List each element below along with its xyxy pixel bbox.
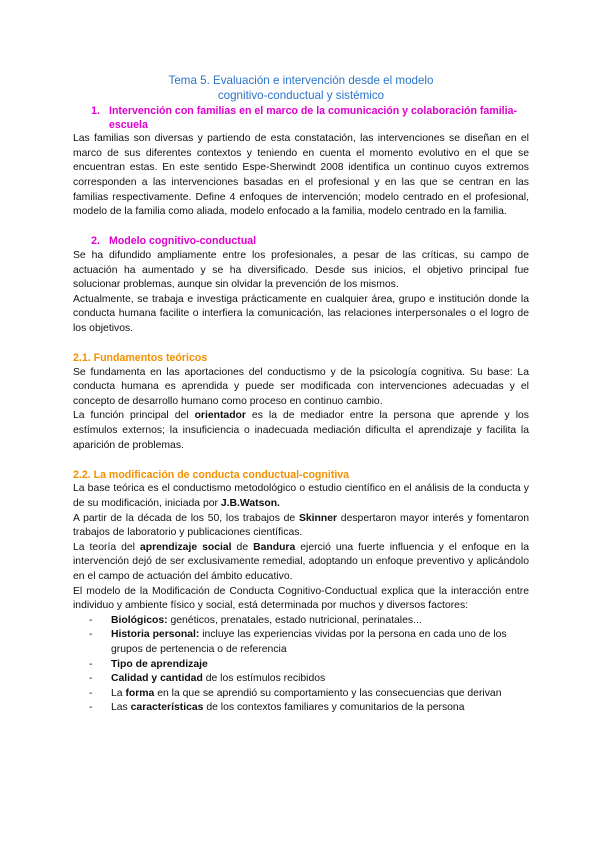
factors-list — [73, 614, 529, 716]
section-2-number: 2. — [91, 235, 100, 248]
document-title — [73, 73, 529, 103]
list-item-bold: Tipo de aprendizaje — [111, 658, 208, 670]
list-item — [73, 672, 529, 687]
text-segment: de — [231, 541, 254, 553]
section-2-paragraph-1: Se ha difundido ampliamente entre los profesionales, a pesar de las críticas, su campo de actuación ha aumentado y se ha diversificado. Desde sus inicios, el objetivo principal fue solucionar problemas, aunque sin olvidar la prevención de los mismos. — [73, 249, 529, 291]
text-segment: es la de mediador entre la persona que aprende y los estímulos externos; la insuficiencia o inadecuada mediación dificulta el aprendizaje y facilita la aparición de problemas. — [73, 410, 529, 451]
bold-term-orientador: orientador — [194, 410, 246, 422]
list-item — [73, 658, 529, 673]
list-dash: - — [89, 673, 93, 685]
list-item-prefix: Las — [111, 702, 131, 714]
section-2-heading — [73, 235, 529, 249]
section-2-paragraph-2: Actualmente, se trabaja e investiga prácticamente en cualquier área, grupo e institución donde la conducta humana facilite o interfiera la comunicación, las relaciones interpersonales o el logro de los objetivos. — [73, 293, 529, 334]
section-2-2-paragraph-1 — [73, 482, 529, 511]
list-dash: - — [89, 658, 93, 670]
list-item — [73, 701, 529, 716]
section-1-heading — [73, 105, 529, 132]
list-dash: - — [89, 614, 93, 626]
text-segment: A partir de la década de los 50, los trabajos de — [73, 512, 299, 524]
section-2-2-paragraph-3 — [73, 541, 529, 585]
title-line-2: cognitivo-conductual y sistémico — [217, 89, 385, 102]
text-segment: ejerció una fuerte influencia y el enfoque en la intervención dejó de ser exclusivamente remedial, adoptando un enfoque preventivo y aplicándolo en el campo de actuación del ámbito educativo. — [73, 541, 529, 582]
text-segment: La función principal del — [73, 410, 195, 422]
text-segment: La base teórica es el conductismo metodológico o estudio científico en el análisis de la conducta y de su modificación, iniciada por — [73, 483, 529, 510]
list-item-bold: Historia personal: — [111, 629, 200, 641]
list-item-text: de los contextos familiares y comunitarios de la persona — [203, 702, 465, 714]
section-2-1-paragraph-1: Se fundamenta en las aportaciones del conductismo y de la psicología cognitiva. Su base: La conducta humana es aprendida y puede ser modificada con intervenciones adecuadas y el concepto de desarrollo humano como proceso en continuo cambio. — [73, 366, 529, 407]
text-segment: despertaron mayor interés y fomentaron trabajos de laboratorio y publicaciones científicas. — [73, 512, 529, 539]
list-item — [73, 614, 529, 629]
list-item-bold: Biológicos: — [111, 614, 168, 626]
title-line-1: Tema 5. Evaluación e intervención desde el modelo — [168, 74, 434, 87]
list-item — [73, 687, 529, 702]
section-2-2-paragraph-4: El modelo de la Modificación de Conducta Cognitivo-Conductual explica que la interacción entre individuo y ambiente físico y social, está determinada por muchos y diversos factores: — [73, 585, 529, 612]
document-page — [73, 73, 529, 716]
list-item — [73, 628, 529, 657]
section-2-2-heading: 2.2. La modificación de conducta conductual-cognitiva — [73, 468, 350, 481]
bold-term-skinner: Skinner — [298, 512, 338, 524]
list-item-prefix: La — [111, 687, 126, 699]
bold-term-bandura: Bandura — [253, 541, 296, 553]
section-2-title: Modelo cognitivo-conductual — [109, 235, 257, 248]
list-item-bold: características — [130, 702, 204, 714]
bold-term-aprendizaje-social: aprendizaje social — [139, 541, 232, 553]
section-2-2-paragraph-2 — [73, 512, 529, 541]
section-2-1-paragraph-2 — [73, 409, 529, 453]
list-item-text: en la que se aprendió su comportamiento y las consecuencias que derivan — [154, 687, 502, 699]
text-segment: La teoría del — [73, 541, 140, 553]
list-item-text: genéticos, prenatales, estado nutricional, perinatales... — [167, 614, 422, 626]
list-dash: - — [89, 687, 93, 699]
list-item-bold: Calidad y cantidad — [111, 673, 203, 685]
list-item-text: de los estímulos recibidos — [202, 673, 326, 685]
list-item-bold: forma — [125, 687, 155, 699]
section-2-1-heading: 2.1. Fundamentos teóricos — [73, 352, 208, 365]
section-1-paragraph: Las familias son diversas y partiendo de esta constatación, las intervenciones se diseñan en el marco de sus diferentes contextos y teniendo en cuenta el momento evolutivo en el que se encuentran estas. En este sentido Espe-Sherwindt 2008 identifica un continuo cuyos extremos corresponden a las intervenciones basadas en el profesional y en las que se centran en las familias respectivamente. Define 4 enfoques de intervención; modelo centrado en el profesional, modelo de la familia como aliada, modelo enfocado a la familia, modelo centrado en la familia. — [73, 133, 529, 218]
bold-term-watson: J.B.Watson. — [220, 498, 280, 510]
section-1-title: Intervención con familias en el marco de la comunicación y colaboración familia-escuela — [109, 105, 517, 131]
list-dash: - — [89, 702, 93, 714]
list-item-text: incluye las experiencias vividas por la persona en cada uno de los grupos de pertenencia o de referencia — [111, 629, 507, 655]
list-dash: - — [89, 629, 93, 641]
section-1-number: 1. — [91, 105, 100, 117]
